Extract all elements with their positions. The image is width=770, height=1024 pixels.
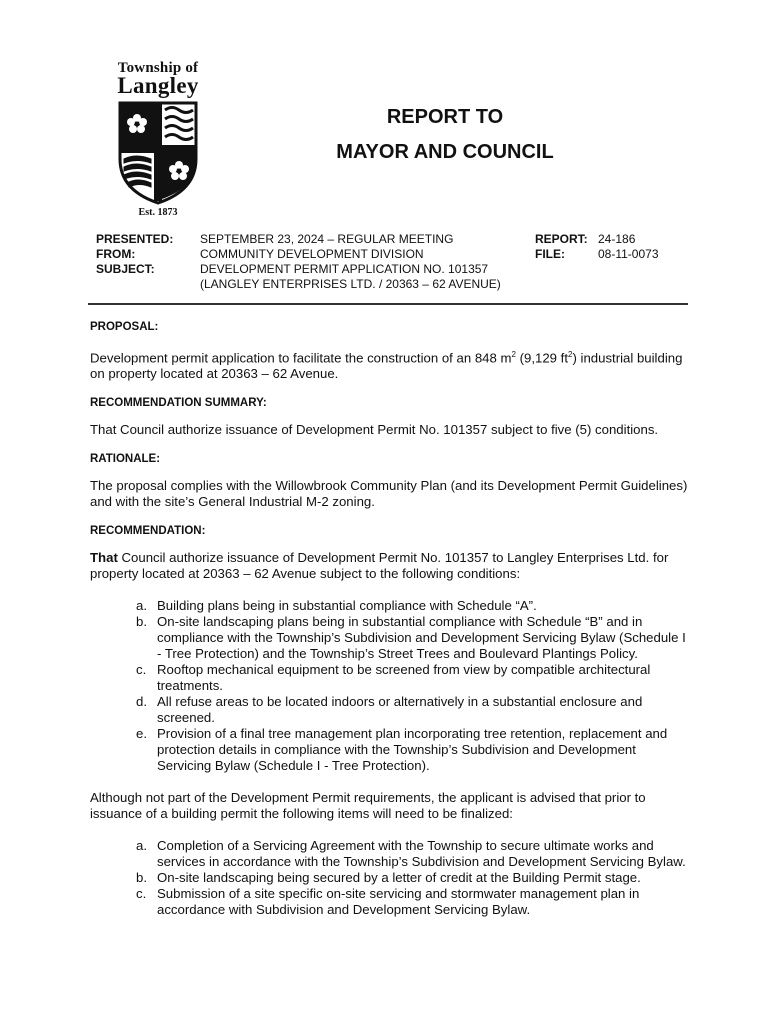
- report-body: [90, 319, 690, 918]
- recommendation-body: Council authorize issuance of Development Permit No. 101357 to Langley Enterprises Ltd. for property located at 20363 – 62 Avenue subject to the following conditions:: [90, 550, 669, 582]
- list-item: [90, 662, 690, 694]
- summary-text: That Council authorize issuance of Development Permit No. 101357 subject to five (5) conditions.: [90, 422, 659, 438]
- list-item: [90, 614, 690, 662]
- presented-label: PRESENTED:: [96, 232, 174, 246]
- subject-value-line1: DEVELOPMENT PERMIT APPLICATION NO. 101357: [200, 262, 489, 276]
- list-item: [90, 870, 690, 886]
- proposal-text-part3: ) industrial building on property located at 20363 – 62 Avenue.: [90, 350, 683, 382]
- list-item: [90, 726, 690, 774]
- rationale-text: The proposal complies with the Willowbrook Community Plan (and its Development Permit Guidelines) and with the site’s General Industrial M-2 zoning.: [90, 478, 688, 510]
- proposal-text: [90, 347, 690, 382]
- presented-value: SEPTEMBER 23, 2024 – REGULAR MEETING: [200, 232, 454, 246]
- report-number: 24-186: [598, 232, 636, 246]
- file-number: 08-11-0073: [598, 247, 659, 261]
- advisory-text: Although not part of the Development Permit requirements, the applicant is advised that prior to issuance of a building permit the following items will need to be finalized:: [90, 790, 646, 822]
- crest-shield-icon: [118, 101, 198, 205]
- subject-label: SUBJECT:: [96, 262, 155, 276]
- recommendation-lead: That: [90, 550, 118, 566]
- list-item: [90, 694, 690, 726]
- list-marker: a.: [136, 838, 147, 854]
- list-marker: e.: [136, 726, 147, 742]
- list-item-text: Building plans being in substantial compliance with Schedule “A”.: [157, 598, 537, 614]
- logo-text-langley: Langley: [117, 73, 199, 98]
- list-item-text: On-site landscaping plans being in substantial compliance with Schedule “B” and in compliance with the Township’s Subdivision and Development Servicing Bylaw (Schedule I - Tree Protection) and the Township’s Street Trees and Boulevard Plantings Policy.: [157, 614, 686, 662]
- from-value: COMMUNITY DEVELOPMENT DIVISION: [200, 247, 424, 261]
- proposal-text-part2: (9,129 ft: [515, 350, 569, 366]
- proposal-sup1: 2: [511, 350, 516, 359]
- proposal-heading: PROPOSAL:: [90, 321, 159, 333]
- list-item-text: All refuse areas to be located indoors or alternatively in a substantial enclosure and screened.: [157, 694, 643, 726]
- advisory-list: [90, 838, 690, 918]
- report-title-line2: MAYOR AND COUNCIL: [336, 141, 554, 163]
- logo-text-township: Township of: [117, 60, 199, 76]
- meta-report-labels: [535, 232, 595, 262]
- list-item: [90, 838, 690, 870]
- file-label: FILE:: [535, 247, 565, 261]
- logo-established: Est. 1873: [138, 207, 178, 218]
- rationale-heading: RATIONALE:: [90, 453, 161, 466]
- meta-report-values: [598, 232, 678, 262]
- list-item-text: Submission of a site specific on-site servicing and stormwater management plan in accordance with Subdivision and Development Servicing Bylaw.: [157, 886, 640, 918]
- header-divider: [88, 303, 688, 305]
- list-marker: c.: [136, 662, 147, 678]
- list-marker: a.: [136, 598, 147, 614]
- subject-value-line2: (LANGLEY ENTERPRISES LTD. / 20363 – 62 AVENUE): [200, 277, 501, 291]
- list-marker: d.: [136, 694, 147, 710]
- report-label: REPORT:: [535, 232, 588, 246]
- report-title-line1: REPORT TO: [386, 106, 504, 128]
- list-item-text: Provision of a final tree management plan incorporating tree retention, replacement and protection details in compliance with the Township’s Subdivision and Development Servicing Bylaw (Schedule I - Tree Protection).: [157, 726, 668, 774]
- proposal-sup2: 2: [568, 350, 573, 359]
- summary-heading: RECOMMENDATION SUMMARY:: [90, 397, 267, 410]
- conditions-list: [90, 598, 690, 774]
- township-logo: [108, 60, 208, 228]
- list-item-text: Completion of a Servicing Agreement with the Township to secure ultimate works and services in accordance with the Township’s Subdivision and Development Servicing Bylaw.: [157, 838, 686, 870]
- list-marker: c.: [136, 886, 147, 902]
- list-item: [90, 598, 690, 614]
- recommendation-heading: RECOMMENDATION:: [90, 525, 206, 538]
- list-item-text: On-site landscaping being secured by a letter of credit at the Building Permit stage.: [157, 870, 641, 886]
- meta-labels: [96, 232, 196, 277]
- proposal-text-part1: Development permit application to facilitate the construction of an 848 m: [90, 350, 512, 366]
- list-item-text: Rooftop mechanical equipment to be screened from view by compatible architectural treatments.: [157, 662, 651, 694]
- list-marker: b.: [136, 614, 147, 630]
- meta-values: [200, 232, 530, 292]
- list-marker: b.: [136, 870, 147, 886]
- from-label: FROM:: [96, 247, 136, 261]
- list-item: [90, 886, 690, 918]
- recommendation-text: [90, 550, 690, 582]
